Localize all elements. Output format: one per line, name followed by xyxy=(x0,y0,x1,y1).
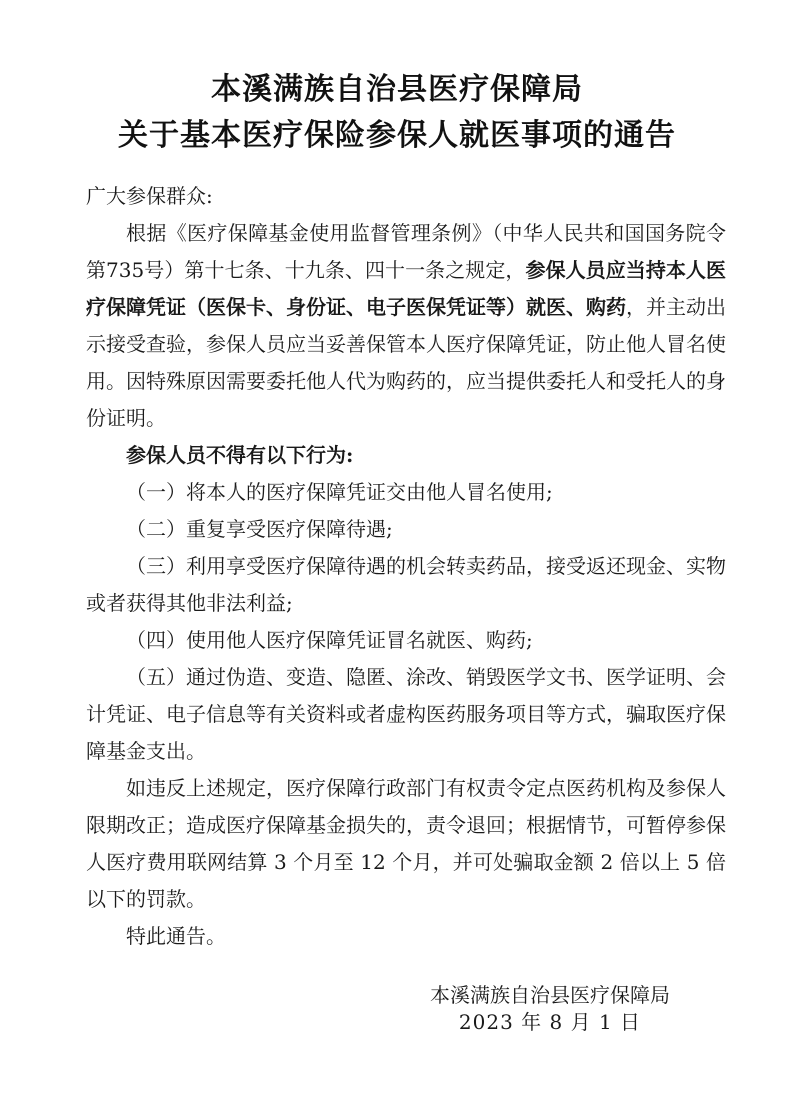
paragraph-regulation-basis-text: 根据《医疗保障基金使用监督管理条例》（中华人民共和国国务院令第735号）第十七条、十九条、四十一条之规定， xyxy=(86,221,726,282)
paragraph-regulation-basis-emphasis: 参保人员应当持本人医疗保障凭证（医保卡、身份证、电子医保凭证等）就医、购药 xyxy=(86,258,726,319)
prohibited-item-5: （五）通过伪造、变造、隐匿、涂改、销毁医学文书、医学证明、会计凭证、电子信息等有关资料或者虚构医药服务项目等方式，骗取医疗保障基金支出。 xyxy=(86,665,726,763)
prohibited-item-3: （三）利用享受医疗保障待遇的机会转卖药品，接受返还现金、实物或者获得其他非法利益; xyxy=(86,554,726,615)
paragraph-regulation-basis-text-continued: ，并主动出示接受查验，参保人员应当妥善保管本人医疗保障凭证，防止他人冒名使用。因特殊原因需要委托他人代为购药的，应当提供委托人和受托人的身份证明。 xyxy=(86,295,726,430)
closing-statement: 特此通告。 xyxy=(126,924,226,948)
prohibited-item-1: （一）将本人的医疗保障凭证交由他人冒名使用; xyxy=(126,480,553,504)
document-title-line1: 本溪满族自治县医疗保障局 xyxy=(211,72,583,107)
penalty-paragraph: 如违反上述规定，医疗保障行政部门有权责令定点医药机构及参保人限期改正；造成医疗保障基金损失的，责令退回；根据情节，可暂停参保人医疗费用联网结算 3 个月至 12 个月，并可处骗取金额 2 倍以上 5 倍以下的罚款。 xyxy=(86,776,726,911)
salutation: 广大参保群众: xyxy=(86,184,213,208)
prohibited-item-2: （二）重复享受医疗保障待遇; xyxy=(126,517,393,541)
document-body xyxy=(86,178,726,955)
prohibited-item-4: （四）使用他人医疗保障凭证冒名就医、购药; xyxy=(126,628,533,652)
paragraph-regulation-basis xyxy=(86,215,726,437)
prohibited-actions-heading: 参保人员不得有以下行为: xyxy=(126,443,354,467)
document-title-line2: 关于基本医疗保险参保人就医事项的通告 xyxy=(118,118,676,153)
signature-organization: 本溪满族自治县医疗保障局 xyxy=(430,983,670,1007)
signature-date: 2023 年 8 月 1 日 xyxy=(458,1010,642,1034)
signature-block xyxy=(400,982,700,1036)
